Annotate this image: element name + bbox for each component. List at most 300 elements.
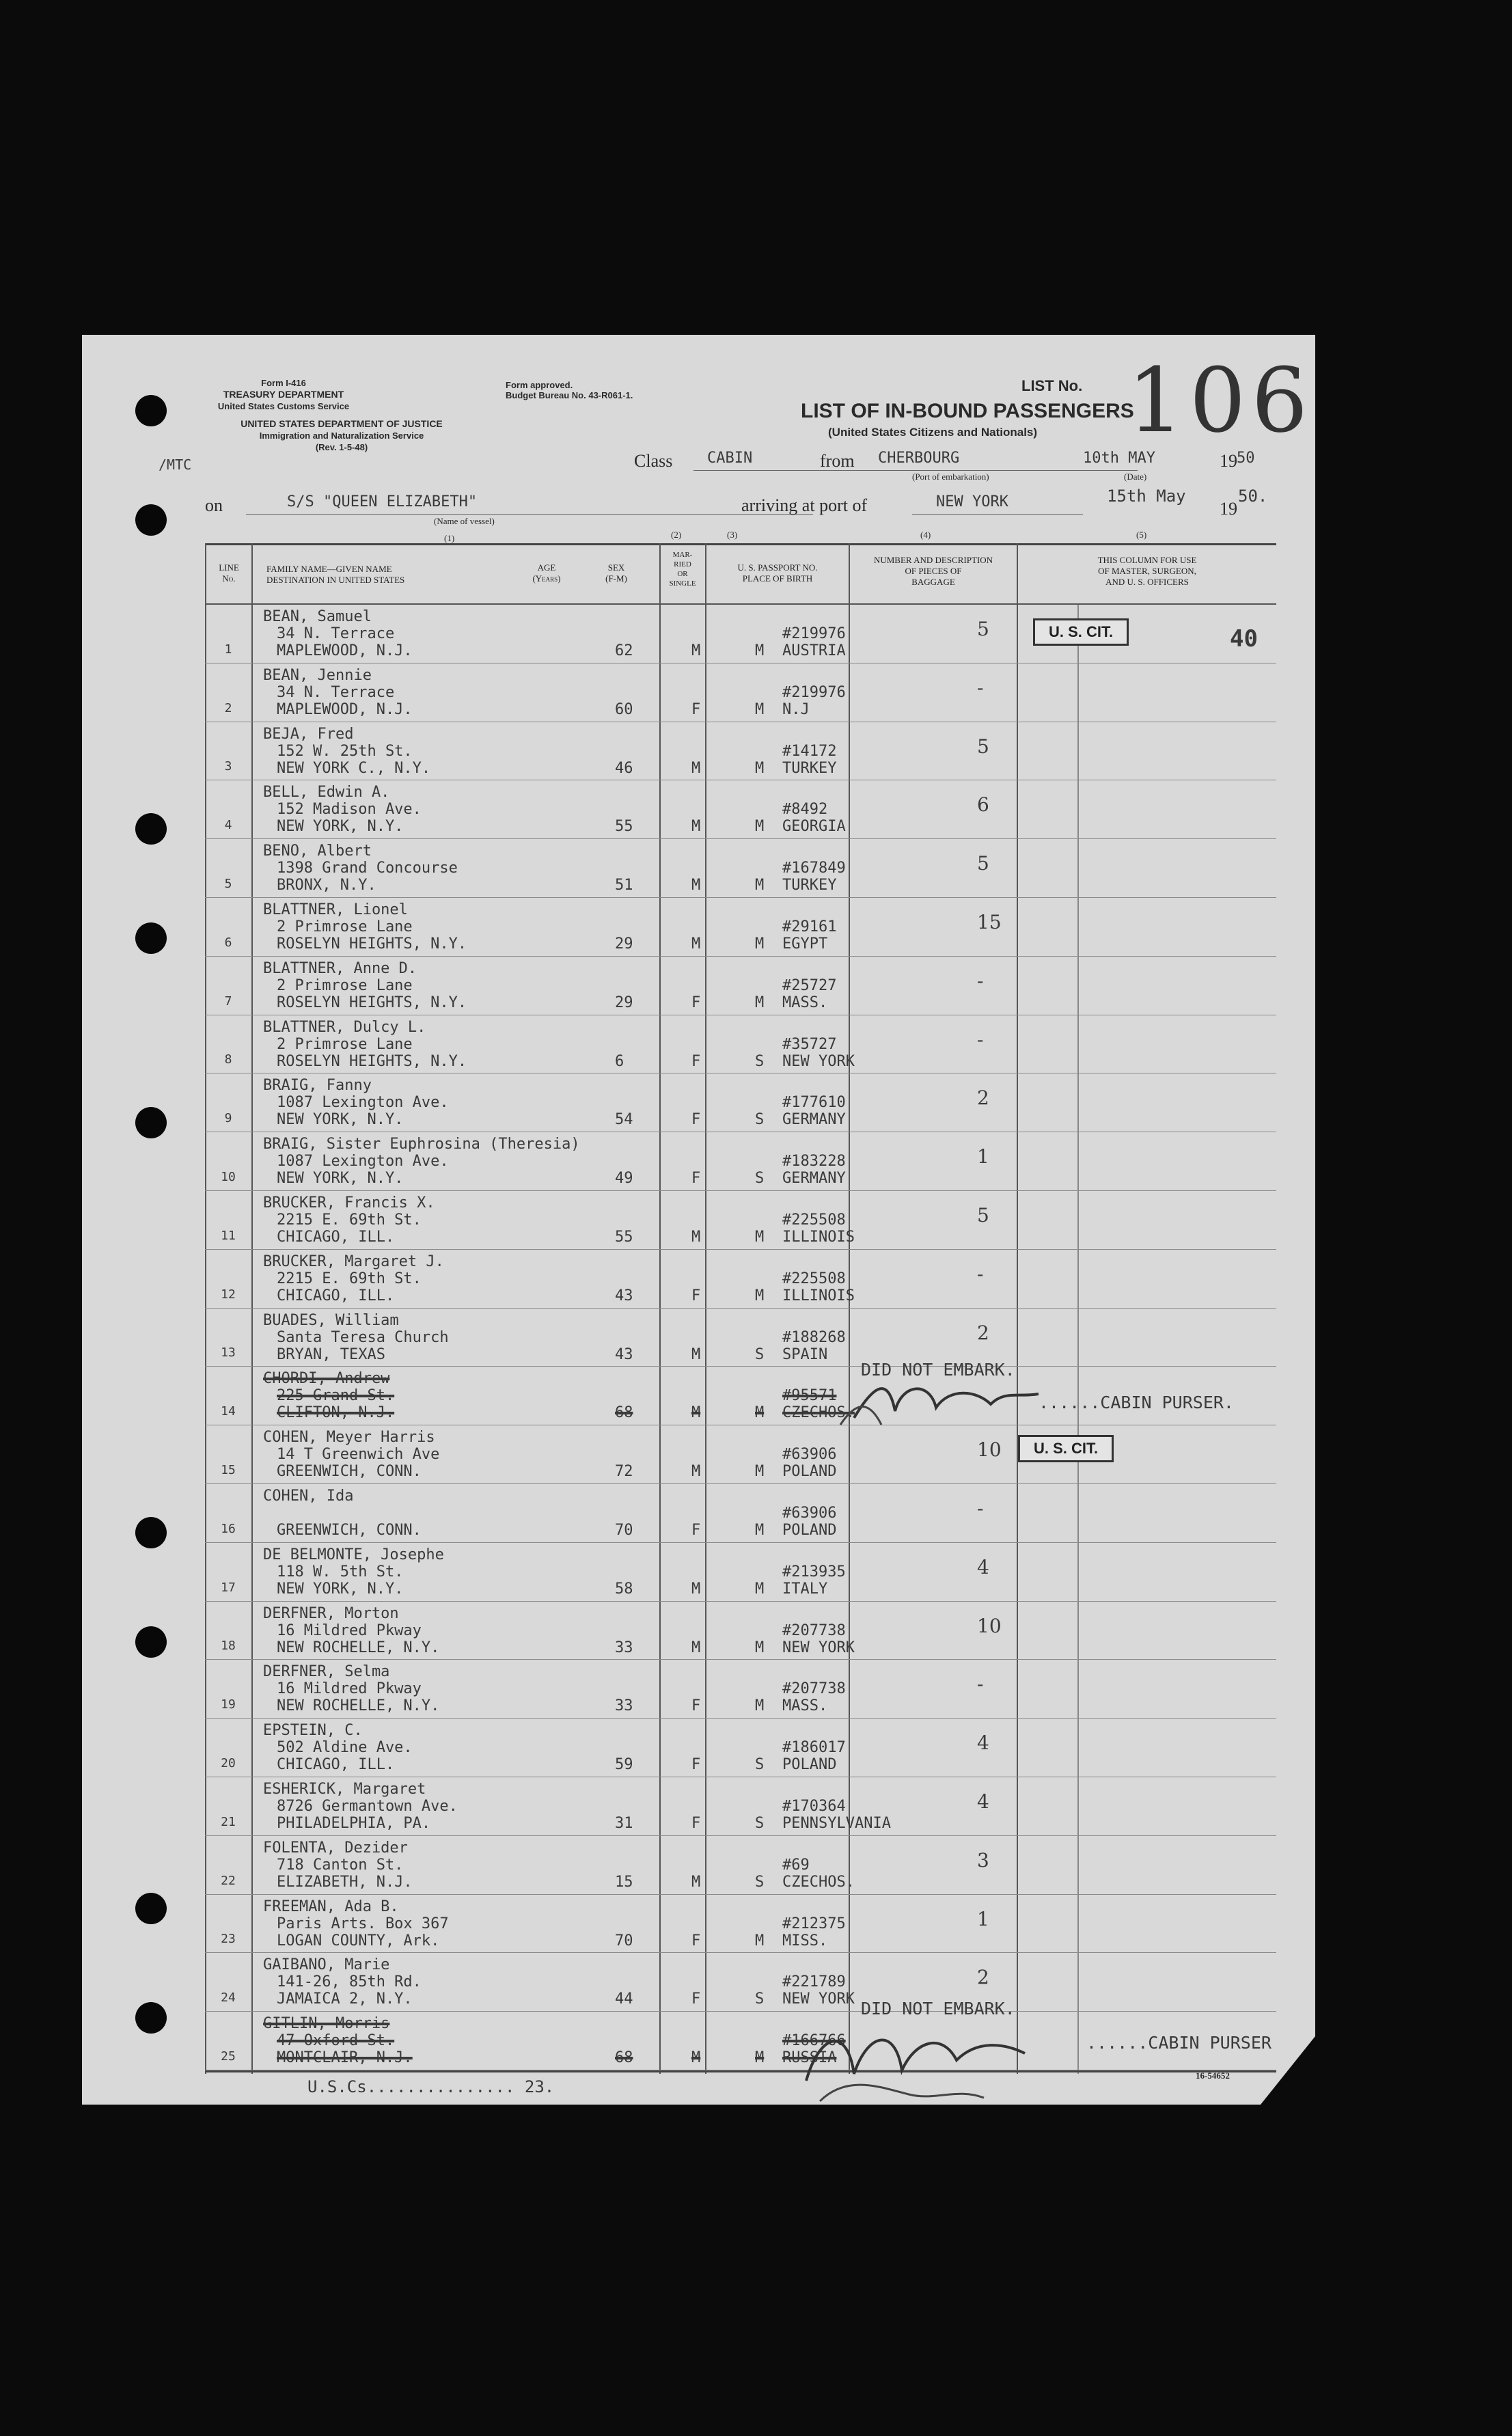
- marital-status: M: [755, 642, 765, 659]
- passenger-city: JAMAICA 2, N.Y.: [277, 1990, 413, 2008]
- line-number: 3: [224, 759, 232, 774]
- table-row: [205, 1777, 1276, 1836]
- baggage-count: 5: [977, 735, 989, 758]
- baggage-count: -: [977, 1673, 984, 1696]
- footer-code: 16-54652: [1196, 2070, 1230, 2081]
- table-row: [205, 1660, 1276, 1719]
- passenger-sex: M: [691, 1580, 701, 1598]
- table-row: [205, 722, 1276, 781]
- binder-hole: [135, 1893, 167, 1924]
- passenger-age: 68: [615, 2049, 633, 2067]
- passenger-sex: M: [691, 2049, 701, 2067]
- marital-status: S: [755, 1111, 765, 1129]
- passport-number: #213935: [782, 1563, 846, 1580]
- passenger-sex: F: [691, 994, 701, 1011]
- place-of-birth: MISS.: [782, 1932, 828, 1949]
- us-citizen-stamp-2: U. S. CIT.: [1018, 1435, 1114, 1462]
- table-row: [205, 1132, 1276, 1191]
- baggage-count: 3: [977, 1848, 989, 1872]
- class-value: CABIN: [707, 450, 753, 467]
- baggage-count: 1: [977, 1145, 989, 1168]
- line-number: 24: [221, 1990, 236, 2006]
- line-number: 17: [221, 1580, 236, 1595]
- passenger-street: 141-26, 85th Rd.: [277, 1973, 422, 1991]
- table-row: [205, 780, 1276, 839]
- line-number: 11: [221, 1228, 236, 1243]
- table-row: [205, 1484, 1276, 1543]
- year-prefix-1: 19: [1220, 451, 1237, 471]
- passenger-sex: F: [691, 1170, 701, 1188]
- passenger-age: 33: [615, 1639, 633, 1656]
- binder-hole: [135, 922, 167, 954]
- passenger-age: 72: [615, 1463, 633, 1481]
- passenger-street: 34 N. Terrace: [277, 683, 395, 701]
- passenger-sex: F: [691, 1697, 701, 1715]
- passenger-sex: F: [691, 1052, 701, 1070]
- did-not-embark-1: DID NOT EMBARK.: [861, 1360, 1015, 1380]
- passenger-sex: F: [691, 1815, 701, 1832]
- passport-number: #63906: [782, 1446, 837, 1464]
- baggage-count: -: [977, 1028, 984, 1051]
- marital-status: S: [755, 1873, 765, 1891]
- marital-status: S: [755, 1815, 765, 1832]
- passenger-age: 55: [615, 818, 633, 836]
- passenger-name: BELL, Edwin A.: [263, 784, 390, 802]
- passenger-age: 60: [615, 700, 633, 718]
- passenger-street: 47 Oxford St.: [277, 2032, 395, 2050]
- col-header-age: AGE (Years): [532, 562, 561, 584]
- line-number: 16: [221, 1521, 236, 1536]
- document-subtitle: (United States Citizens and Nationals): [828, 426, 1038, 439]
- passenger-age: 70: [615, 1932, 633, 1949]
- passenger-age: 59: [615, 1756, 633, 1774]
- passport-number: #177610: [782, 1094, 846, 1112]
- passenger-name: GAIBANO, Marie: [263, 1956, 390, 1974]
- passenger-city: CHICAGO, ILL.: [277, 1229, 395, 1246]
- list-no-handwritten: 106: [1127, 348, 1314, 452]
- baggage-count: -: [977, 1262, 984, 1285]
- line-number: 4: [224, 818, 232, 833]
- table-top-border: [205, 543, 1276, 545]
- place-of-birth: PENNSYLVANIA: [782, 1815, 891, 1832]
- binder-hole: [135, 395, 167, 426]
- passenger-street: 14 T Greenwich Ave: [277, 1446, 440, 1464]
- passenger-sex: M: [691, 818, 701, 836]
- baggage-count: 15: [977, 911, 1002, 933]
- customs-label: United States Customs Service: [217, 401, 350, 411]
- passenger-city: NEW YORK, N.Y.: [277, 1170, 404, 1188]
- place-of-birth: N.J: [782, 700, 810, 718]
- line-number: 13: [221, 1345, 236, 1360]
- baggage-count: 2: [977, 1966, 989, 1989]
- passenger-age: 43: [615, 1345, 633, 1363]
- passenger-sex: F: [691, 1932, 701, 1949]
- col-header-name: FAMILY NAME—GIVEN NAME DESTINATION IN UNITED STATES: [266, 564, 405, 585]
- table-row: [205, 1250, 1276, 1309]
- port-underline: [912, 514, 1083, 515]
- baggage-count: -: [977, 1497, 984, 1520]
- passenger-city: BRONX, N.Y.: [277, 877, 376, 894]
- marital-status: M: [755, 1463, 765, 1481]
- baggage-count: 5: [977, 1204, 989, 1227]
- table-row: [205, 1602, 1276, 1660]
- passenger-name: BRAIG, Fanny: [263, 1077, 372, 1095]
- passenger-street: 34 N. Terrace: [277, 625, 395, 642]
- treasury-label: TREASURY DEPARTMENT: [223, 389, 344, 400]
- passenger-age: 43: [615, 1287, 633, 1304]
- passenger-street: 225 Grand St.: [277, 1387, 395, 1405]
- colnum-2: (2): [671, 530, 682, 540]
- place-of-birth: MASS.: [782, 994, 828, 1011]
- passport-number: #188268: [782, 1328, 846, 1346]
- passenger-name: COHEN, Ida: [263, 1488, 354, 1505]
- marital-status: M: [755, 759, 765, 777]
- baggage-count: 10: [977, 1438, 1002, 1462]
- table-row: [205, 1191, 1276, 1250]
- passenger-city: ROSELYN HEIGHTS, N.Y.: [277, 994, 467, 1011]
- baggage-count: 5: [977, 618, 989, 640]
- passenger-age: 51: [615, 877, 633, 894]
- passenger-name: ESHERICK, Margaret: [263, 1781, 426, 1798]
- col-header-line: LINE No.: [219, 562, 239, 584]
- class-label: Class: [634, 451, 673, 471]
- passport-number: #167849: [782, 860, 846, 877]
- marital-status: S: [755, 1052, 765, 1070]
- line-number: 8: [224, 1052, 232, 1067]
- passenger-city: BRYAN, TEXAS: [277, 1345, 385, 1363]
- passenger-street: 502 Aldine Ave.: [277, 1739, 413, 1757]
- passenger-city: ELIZABETH, N.J.: [277, 1873, 413, 1891]
- tally-count: 40: [1230, 625, 1258, 653]
- vessel-underline: [246, 514, 813, 515]
- passport-number: #166766: [782, 2032, 846, 2050]
- budget-bureau: Budget Bureau No. 43-R061-1.: [506, 390, 633, 400]
- year-prefix-2: 19: [1220, 499, 1237, 519]
- passenger-name: DERFNER, Selma: [263, 1663, 390, 1681]
- marital-status: M: [755, 1932, 765, 1949]
- passenger-street: 16 Mildred Pkway: [277, 1680, 422, 1698]
- passenger-name: BRAIG, Sister Euphrosina (Theresia): [263, 1136, 580, 1153]
- passenger-age: 29: [615, 994, 633, 1011]
- passenger-city: ROSELYN HEIGHTS, N.Y.: [277, 935, 467, 953]
- passenger-street: 8726 Germantown Ave.: [277, 1798, 458, 1815]
- place-of-birth: RUSSIA: [782, 2049, 837, 2067]
- place-of-birth: NEW YORK: [782, 1639, 855, 1656]
- us-citizen-stamp-1: U. S. CIT.: [1033, 618, 1129, 646]
- passenger-age: 49: [615, 1170, 633, 1188]
- arrival-port: NEW YORK: [936, 493, 1008, 510]
- baggage-count: 4: [977, 1555, 989, 1578]
- passport-number: #63906: [782, 1505, 837, 1522]
- passenger-city: PHILADELPHIA, PA.: [277, 1815, 431, 1832]
- col-header-passport: U. S. PASSPORT NO. PLACE OF BIRTH: [737, 562, 818, 584]
- passport-number: #221789: [782, 1973, 846, 1991]
- passport-number: #14172: [782, 742, 837, 760]
- passenger-name: BLATTNER, Anne D.: [263, 959, 417, 977]
- passenger-name: BENO, Albert: [263, 843, 372, 860]
- purser-signature-2: [779, 2006, 1107, 2108]
- place-of-birth: POLAND: [782, 1522, 837, 1539]
- passenger-age: 62: [615, 642, 633, 659]
- baggage-count: 10: [977, 1614, 1002, 1637]
- baggage-count: 4: [977, 1732, 989, 1755]
- passenger-street: 118 W. 5th St.: [277, 1563, 404, 1580]
- passport-number: #95571: [782, 1387, 837, 1405]
- on-label: on: [205, 495, 223, 515]
- class-underline: [693, 470, 885, 471]
- passenger-name: COHEN, Meyer Harris: [263, 1429, 435, 1447]
- passenger-street: 2 Primrose Lane: [277, 1035, 413, 1053]
- passenger-sex: M: [691, 1639, 701, 1656]
- place-of-birth: NEW YORK: [782, 1990, 855, 2008]
- passenger-name: BUADES, William: [263, 1311, 399, 1329]
- purser-signature-1: [834, 1370, 1052, 1432]
- passenger-age: 70: [615, 1522, 633, 1539]
- binder-hole: [135, 504, 167, 536]
- table-row: [205, 898, 1276, 957]
- vessel-name: S/S "QUEEN ELIZABETH": [287, 493, 478, 510]
- table-row: [205, 1836, 1276, 1895]
- line-number: 23: [221, 1932, 236, 1947]
- line-number: 12: [221, 1287, 236, 1302]
- passenger-sex: M: [691, 759, 701, 777]
- torn-corner: [1261, 2036, 1315, 2105]
- line-number: 18: [221, 1639, 236, 1654]
- passenger-street: 152 Madison Ave.: [277, 801, 422, 819]
- passenger-city: NEW ROCHELLE, N.Y.: [277, 1639, 440, 1656]
- table-row: [205, 1309, 1276, 1367]
- place-of-birth: TURKEY: [782, 877, 837, 894]
- table-row: [205, 1073, 1276, 1132]
- col-header-married: MAR- RIED OR SINGLE: [669, 551, 696, 588]
- col-header-baggage: NUMBER AND DESCRIPTION OF PIECES OF BAGGAGE: [873, 555, 993, 587]
- passenger-name: FOLENTA, Dezider: [263, 1839, 408, 1857]
- list-no-label: LIST No.: [1021, 377, 1083, 394]
- passenger-street: 16 Mildred Pkway: [277, 1621, 422, 1639]
- passenger-street: 1087 Lexington Ave.: [277, 1094, 449, 1112]
- marital-status: M: [755, 1229, 765, 1246]
- passenger-sex: F: [691, 1111, 701, 1129]
- baggage-count: 6: [977, 793, 989, 817]
- form-approved: Form approved.: [506, 380, 573, 390]
- marital-status: M: [755, 877, 765, 894]
- passenger-age: 58: [615, 1580, 633, 1598]
- passenger-city: NEW YORK C., N.Y.: [277, 759, 431, 777]
- marital-status: M: [755, 1404, 765, 1422]
- line-number: 25: [221, 2049, 236, 2064]
- colnum-5: (5): [1136, 530, 1147, 540]
- purser-2: ......CABIN PURSER: [1086, 2033, 1272, 2053]
- line-number: 22: [221, 1873, 236, 1888]
- baggage-count: 5: [977, 852, 989, 875]
- purser-1: ......CABIN PURSER.: [1039, 1393, 1234, 1412]
- passenger-age: 55: [615, 1229, 633, 1246]
- year-1: 50: [1237, 450, 1255, 467]
- marital-status: S: [755, 1345, 765, 1363]
- binder-hole: [135, 1107, 167, 1138]
- passenger-age: 6: [615, 1052, 624, 1070]
- place-of-birth: AUSTRIA: [782, 642, 846, 659]
- line-number: 9: [224, 1111, 232, 1126]
- place-of-birth: POLAND: [782, 1756, 837, 1774]
- passenger-city: ROSELYN HEIGHTS, N.Y.: [277, 1052, 467, 1070]
- marital-status: M: [755, 1580, 765, 1598]
- passenger-street: 2 Primrose Lane: [277, 976, 413, 994]
- place-of-birth: ITALY: [782, 1580, 828, 1598]
- place-of-birth: SPAIN: [782, 1345, 828, 1363]
- place-of-birth: POLAND: [782, 1463, 837, 1481]
- passenger-city: NEW YORK, N.Y.: [277, 818, 404, 836]
- baggage-count: 1: [977, 1907, 989, 1930]
- place-of-birth: GEORGIA: [782, 818, 846, 836]
- passenger-street: Paris Arts. Box 367: [277, 1915, 449, 1932]
- passenger-name: BEAN, Jennie: [263, 666, 372, 684]
- place-of-birth: NEW YORK: [782, 1052, 855, 1070]
- passenger-name: DE BELMONTE, Josephe: [263, 1546, 444, 1563]
- table-row: [205, 1543, 1276, 1602]
- marital-status: M: [755, 1522, 765, 1539]
- passenger-age: 54: [615, 1111, 633, 1129]
- form-number: Form I-416: [261, 378, 306, 388]
- passport-number: #69: [782, 1856, 810, 1874]
- date-caption: (Date): [1124, 471, 1147, 482]
- passenger-street: 1087 Lexington Ave.: [277, 1153, 449, 1171]
- passenger-age: 46: [615, 759, 633, 777]
- passenger-name: EPSTEIN, C.: [263, 1722, 363, 1740]
- passenger-sex: F: [691, 1756, 701, 1774]
- passenger-name: BEAN, Samuel: [263, 608, 372, 625]
- line-number: 7: [224, 994, 232, 1009]
- arriving-label: arriving at port of: [741, 495, 868, 515]
- passport-number: #219976: [782, 625, 846, 642]
- table-row: [205, 663, 1276, 722]
- passport-number: #225508: [782, 1212, 846, 1229]
- passenger-age: 31: [615, 1815, 633, 1832]
- place-of-birth: EGYPT: [782, 935, 828, 953]
- from-underline: [868, 470, 1138, 471]
- year-2: 50.: [1238, 487, 1268, 506]
- passenger-street: 2 Primrose Lane: [277, 918, 413, 935]
- passport-number: #170364: [782, 1798, 846, 1815]
- line-number: 2: [224, 700, 232, 715]
- did-not-embark-2: DID NOT EMBARK.: [861, 1999, 1015, 2018]
- passenger-city: MAPLEWOOD, N.J.: [277, 642, 413, 659]
- passenger-sex: M: [691, 1345, 701, 1363]
- baggage-count: 2: [977, 1321, 989, 1344]
- baggage-count: -: [977, 676, 984, 699]
- passenger-street: 2215 E. 69th St.: [277, 1270, 422, 1287]
- passenger-name: BLATTNER, Dulcy L.: [263, 1018, 426, 1036]
- passenger-city: CHICAGO, ILL.: [277, 1287, 395, 1304]
- table-row: [205, 1719, 1276, 1777]
- place-of-birth: CZECHOS.: [782, 1873, 855, 1891]
- passenger-sex: M: [691, 877, 701, 894]
- colnum-4: (4): [920, 530, 931, 540]
- passport-number: #8492: [782, 801, 828, 819]
- col-header-officers: THIS COLUMN FOR USE OF MASTER, SURGEON, AND U. S. OFFICERS: [1097, 555, 1197, 587]
- passenger-city: NEW YORK, N.Y.: [277, 1580, 404, 1598]
- passenger-sex: F: [691, 1522, 701, 1539]
- passenger-city: CHICAGO, ILL.: [277, 1756, 395, 1774]
- passenger-age: 68: [615, 1404, 633, 1422]
- arrival-date: 15th May: [1107, 487, 1186, 506]
- marital-status: M: [755, 1697, 765, 1715]
- passenger-sex: M: [691, 1229, 701, 1246]
- ins-label: Immigration and Naturalization Service: [259, 430, 424, 441]
- table-row: [205, 1953, 1276, 2012]
- passenger-name: FREEMAN, Ada B.: [263, 1898, 399, 1915]
- sail-date: 10th MAY: [1083, 450, 1155, 467]
- marital-status: M: [755, 994, 765, 1011]
- passenger-name: BRUCKER, Francis X.: [263, 1194, 435, 1212]
- line-number: 1: [224, 642, 232, 657]
- rev-label: (Rev. 1-5-48): [315, 442, 368, 452]
- agency-block: [181, 377, 386, 412]
- marital-status: M: [755, 935, 765, 953]
- passenger-name: BRUCKER, Margaret J.: [263, 1253, 444, 1270]
- passenger-street: 718 Canton St.: [277, 1856, 404, 1874]
- vessel-caption: (Name of vessel): [434, 516, 495, 526]
- port-embark-caption: (Port of embarkation): [912, 471, 989, 482]
- table-row: [205, 839, 1276, 898]
- passenger-sex: M: [691, 1404, 701, 1422]
- passport-number: #207738: [782, 1621, 846, 1639]
- marital-status: S: [755, 1990, 765, 2008]
- place-of-birth: GERMANY: [782, 1111, 846, 1129]
- line-number: 10: [221, 1169, 236, 1184]
- binder-hole: [135, 1626, 167, 1658]
- line-number: 19: [221, 1697, 236, 1712]
- colnum-3: (3): [727, 530, 738, 540]
- passenger-street: 152 W. 25th St.: [277, 742, 413, 760]
- passenger-name: BEJA, Fred: [263, 725, 354, 743]
- passport-number: #212375: [782, 1915, 846, 1932]
- passport-number: #207738: [782, 1680, 846, 1698]
- place-of-birth: CZECHOS.: [782, 1404, 855, 1422]
- marital-status: M: [755, 2049, 765, 2067]
- passenger-name: GITLIN, Morris: [263, 2015, 390, 2033]
- place-of-birth: GERMANY: [782, 1170, 846, 1188]
- marital-status: S: [755, 1170, 765, 1188]
- mtc-mark: /MTC: [159, 456, 192, 473]
- marital-status: M: [755, 1639, 765, 1656]
- passenger-sex: F: [691, 1990, 701, 2008]
- passenger-sex: M: [691, 1463, 701, 1481]
- marital-status: M: [755, 1287, 765, 1304]
- from-value: CHERBOURG: [878, 450, 960, 467]
- baggage-count: 2: [977, 1086, 989, 1110]
- baggage-count: -: [977, 969, 984, 992]
- place-of-birth: ILLINOIS: [782, 1229, 855, 1246]
- passenger-sex: M: [691, 1873, 701, 1891]
- passenger-sex: F: [691, 1287, 701, 1304]
- passenger-street: 2215 E. 69th St.: [277, 1212, 422, 1229]
- line-number: 6: [224, 935, 232, 950]
- passenger-city: MAPLEWOOD, N.J.: [277, 700, 413, 718]
- passport-number: #183228: [782, 1153, 846, 1171]
- table-bottom-border: [205, 2070, 1276, 2072]
- binder-hole: [135, 1517, 167, 1548]
- passport-number: #225508: [782, 1270, 846, 1287]
- passenger-city: CLIFTON, N.J.: [277, 1404, 395, 1422]
- justice-block: [195, 418, 489, 453]
- passport-number: #35727: [782, 1035, 837, 1053]
- justice-label: UNITED STATES DEPARTMENT OF JUSTICE: [240, 418, 443, 429]
- passenger-age: 44: [615, 1990, 633, 2008]
- baggage-count: 4: [977, 1790, 989, 1813]
- line-number: 21: [221, 1814, 236, 1829]
- footer-us-citizen-count: U.S.Cs............... 23.: [307, 2077, 555, 2096]
